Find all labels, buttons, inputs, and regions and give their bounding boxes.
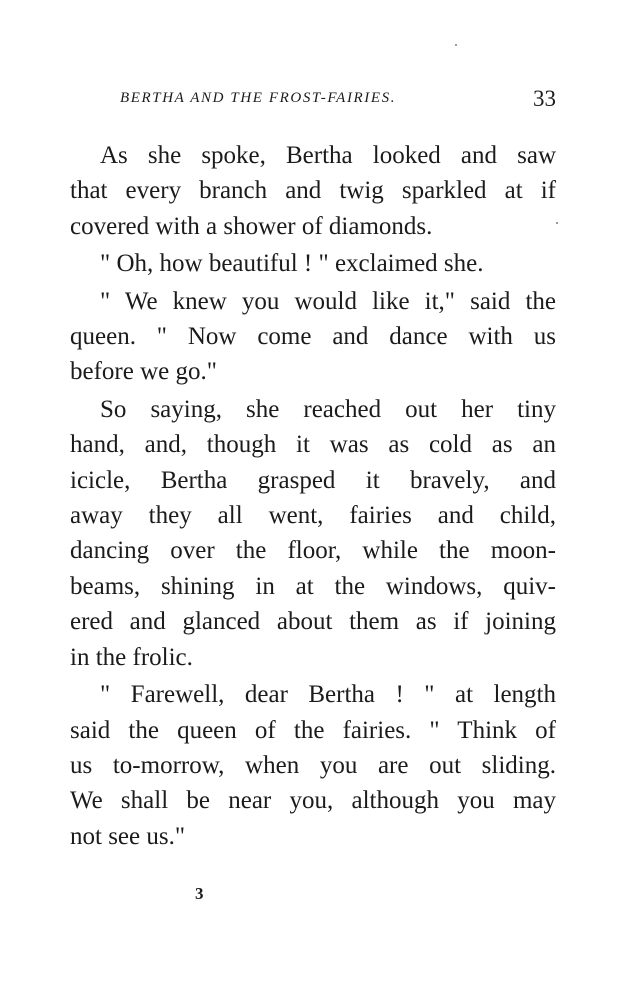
text-line: in the frolic. <box>70 643 193 671</box>
running-title: BERTHA AND THE FROST-FAIRIES. <box>120 90 397 106</box>
text-line: As she spoke, Bertha looked and saw <box>100 142 556 169</box>
text-line: hand, and, though it was as cold as an <box>70 431 556 459</box>
text-line: " We knew you would like it," said the <box>100 287 556 315</box>
text-line: We shall be near you, although you may <box>70 787 556 815</box>
text-line: before we go." <box>70 358 217 386</box>
text-line: " Farewell, dear Bertha ! " at length <box>100 681 556 709</box>
text-line: queen. " Now come and dance with us <box>70 323 556 351</box>
running-head <box>120 86 570 116</box>
page-number: 33 <box>533 86 556 111</box>
text-line: dancing over the floor, while the moon- <box>70 537 556 565</box>
signature-mark: 3 <box>195 884 204 903</box>
paragraph <box>70 246 556 281</box>
paragraph <box>70 284 556 390</box>
paragraph <box>70 677 556 854</box>
text-line: covered with a shower of diamonds. <box>70 212 433 240</box>
text-line: us to-morrow, when you are out sliding. <box>70 751 556 779</box>
text-line: beams, shining in at the windows, quiv- <box>70 572 556 600</box>
text-line: not see us." <box>70 822 186 850</box>
paper-speck <box>556 222 558 224</box>
paragraph <box>70 392 556 675</box>
text-line: said the queen of the fairies. " Think of <box>70 716 556 744</box>
text-line: that every branch and twig sparkled at if <box>70 177 556 205</box>
text-line: icicle, Bertha grasped it bravely, and <box>70 466 556 494</box>
text-line: So saying, she reached out her tiny <box>100 395 556 423</box>
paragraph <box>70 138 556 244</box>
text-line: " Oh, how beautiful ! " exclaimed she. <box>100 250 484 278</box>
text-line: away they all went, fairies and child, <box>70 502 556 530</box>
paper-speck <box>455 44 457 46</box>
body-text <box>70 138 556 856</box>
text-line: ered and glanced about them as if joining <box>70 608 556 636</box>
